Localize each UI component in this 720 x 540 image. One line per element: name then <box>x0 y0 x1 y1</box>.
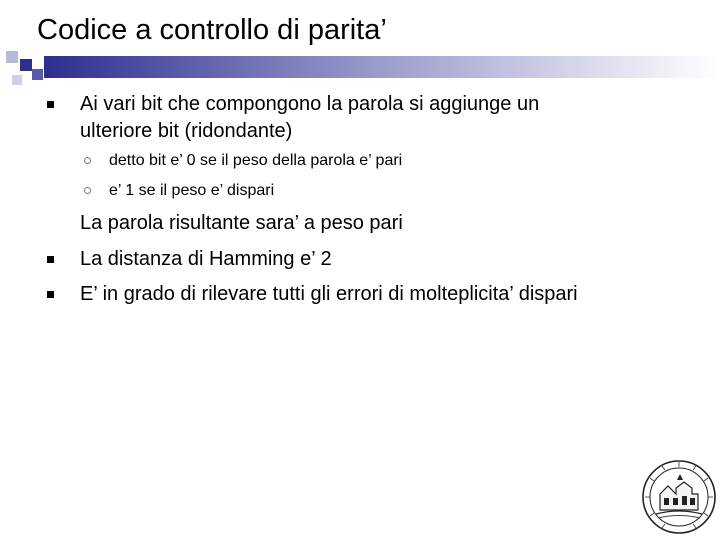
deco-square-mid <box>32 69 43 80</box>
square-bullet-icon <box>47 101 54 108</box>
square-bullet-icon <box>47 291 54 298</box>
slide-title: Codice a controllo di parita’ <box>37 14 387 46</box>
bullet-3-text: E’ in grado di rilevare tutti gli errori di molteplicita’ dispari <box>80 283 578 305</box>
university-seal-logo <box>640 458 718 536</box>
bullet-1-line-1: Ai vari bit che compongono la parola si aggiunge un <box>80 93 540 115</box>
square-bullet-icon <box>47 256 54 263</box>
deco-square-light <box>6 51 18 63</box>
deco-gradient-bar <box>44 56 720 78</box>
hollow-circle-bullet-icon <box>84 187 91 194</box>
sub-bullet-2: e’ 1 se il peso e’ dispari <box>109 182 275 199</box>
deco-square-dark <box>20 59 32 71</box>
bullet-1-continuation: La parola risultante sara’ a peso pari <box>80 212 403 234</box>
title-decoration-bar <box>0 45 720 95</box>
sub-bullet-1: detto bit e’ 0 se il peso della parola e’ pari <box>109 152 403 169</box>
hollow-circle-bullet-icon <box>84 157 91 164</box>
bullet-2-text: La distanza di Hamming e’ 2 <box>80 248 332 270</box>
bullet-1-line-2: ulteriore bit (ridondante) <box>80 120 293 142</box>
deco-square-pale <box>12 75 22 85</box>
